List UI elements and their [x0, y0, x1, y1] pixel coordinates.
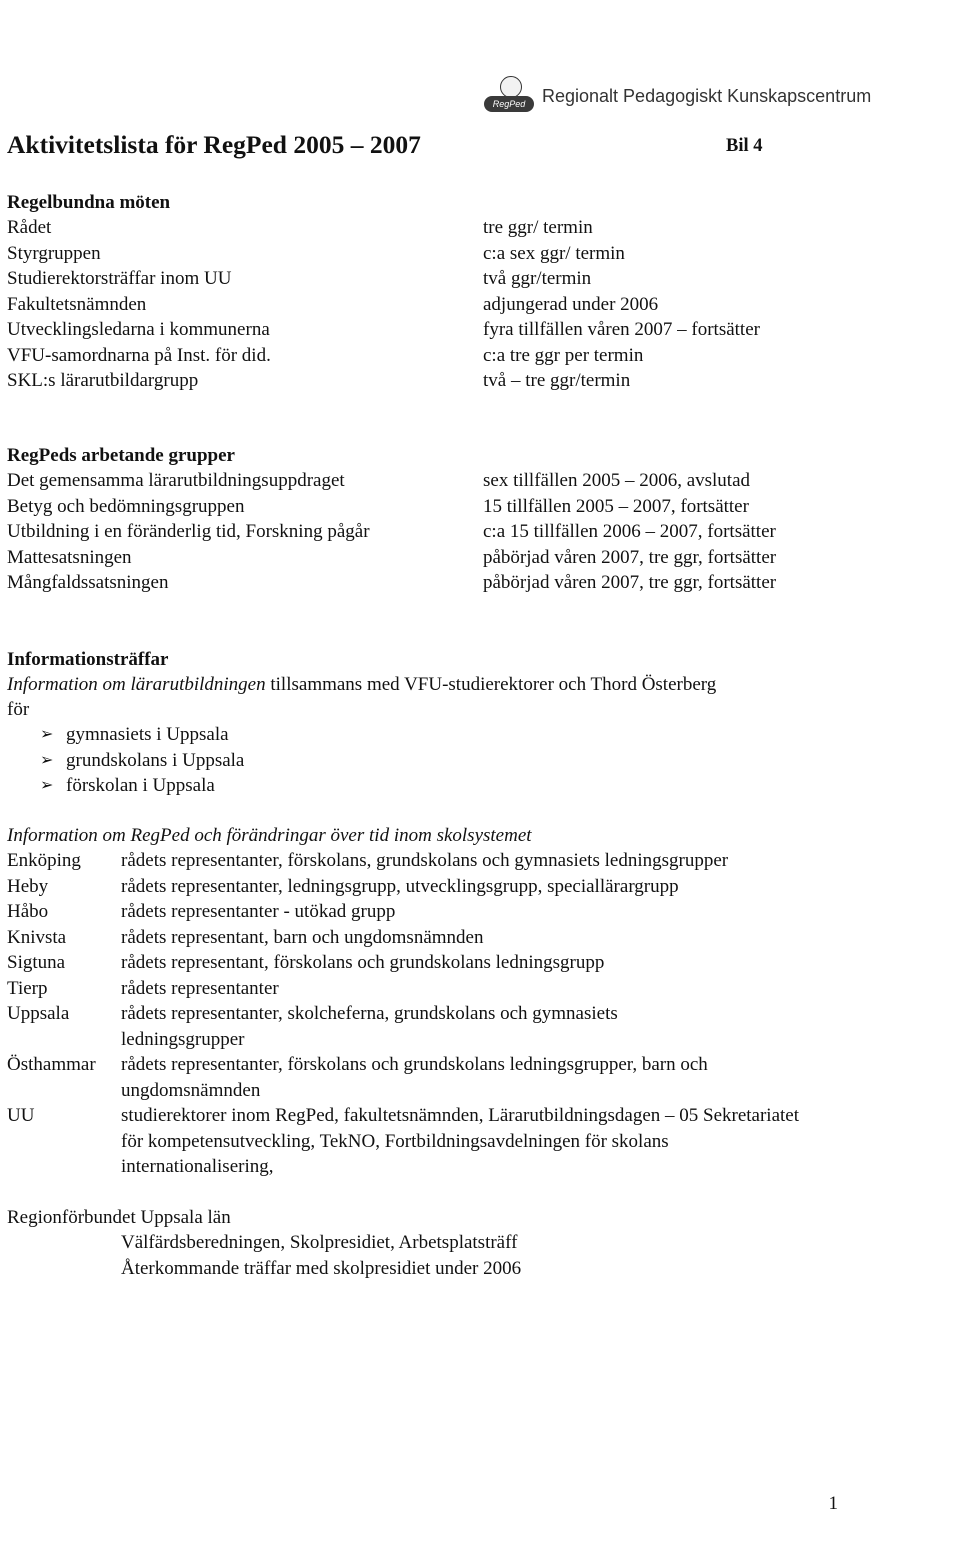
group-name: Utbildning i en föränderlig tid, Forskning pågår	[7, 521, 370, 542]
bullet-text: förskolan i Uppsala	[66, 775, 215, 796]
list-item	[7, 950, 831, 976]
meeting-name: Styrgruppen	[7, 242, 101, 264]
group-status: sex tillfällen 2005 – 2006, avslutad	[483, 470, 751, 491]
info-meetings-heading: Informationsträffar	[7, 649, 169, 670]
entry-place: UU	[7, 1105, 35, 1126]
working-groups-status	[483, 468, 776, 596]
arrow-bullet-icon: ➢	[40, 777, 54, 794]
document-title: Aktivitetslista för RegPed 2005 – 2007	[7, 130, 421, 159]
meeting-frequency: fyra tillfällen våren 2007 – fortsätter	[483, 319, 760, 340]
list-item	[7, 1052, 831, 1103]
organization-name: Regionalt Pedagogiskt Kunskapscentrum	[542, 85, 872, 106]
region-lines	[121, 1230, 521, 1281]
regular-meetings-heading: Regelbundna möten	[7, 192, 171, 213]
group-status: påbörjad våren 2007, tre ggr, fortsätter	[483, 572, 777, 593]
entry-text: rådets representanter - utökad grupp	[121, 901, 396, 922]
info-intro-tail: för	[7, 699, 30, 720]
entry-place: Knivsta	[7, 926, 67, 948]
logo-badge: RegPed	[484, 96, 534, 112]
region-heading: Regionförbundet Uppsala län	[7, 1207, 231, 1228]
meeting-name: VFU-samordnarna på Inst. för did.	[7, 344, 271, 366]
logo-face-icon	[500, 76, 522, 98]
entry-text: rådets representanter, förskolans och grundskolans ledningsgrupper, barn och ungdomsnämnden	[121, 1054, 708, 1101]
meeting-name: Studierektorsträffar inom UU	[7, 268, 232, 289]
info-bullet-list	[40, 722, 244, 799]
bullet-text: grundskolans i Uppsala	[66, 749, 245, 771]
entry-text: studierektorer inom RegPed, fakultetsnämnden, Lärarutbildningsdagen – 05 Sekretariatet för kompetensutveckling, TekNO, Fortbildningsavdelningen för skolans internationalisering,	[121, 1105, 799, 1177]
entry-text: rådets representanter, ledningsgrupp, utvecklingsgrupp, speciallärargrupp	[121, 875, 679, 897]
municipality-entries	[7, 848, 831, 1180]
list-item	[7, 899, 831, 925]
info-intro-rest: tillsammans med VFU-studierektorer och Thord Österberg	[265, 674, 717, 695]
region-line: Återkommande träffar med skolpresidiet under 2006	[121, 1257, 522, 1279]
working-groups-names	[7, 468, 370, 596]
bullet-text: gymnasiets i Uppsala	[66, 724, 229, 745]
regular-meetings-names	[7, 215, 271, 394]
entry-place: Sigtuna	[7, 952, 66, 973]
page-number: 1	[828, 1493, 838, 1514]
info-intro-italic: Information om lärarutbildningen	[7, 674, 266, 695]
meeting-frequency: tre ggr/ termin	[483, 217, 593, 238]
info-intro	[7, 672, 716, 698]
list-item	[40, 748, 244, 774]
list-item	[7, 976, 831, 1002]
list-item	[40, 722, 244, 748]
meeting-frequency: två – tre ggr/termin	[483, 370, 631, 391]
entry-text: rådets representant, förskolans och grundskolans ledningsgrupp	[121, 952, 605, 973]
group-name: Mattesatsningen	[7, 546, 132, 568]
list-item	[7, 874, 831, 900]
entry-place: Östhammar	[7, 1054, 96, 1075]
meeting-frequency: adjungerad under 2006	[483, 293, 659, 315]
group-name: Det gemensamma lärarutbildningsuppdraget	[7, 470, 345, 491]
region-line: Välfärdsberedningen, Skolpresidiet, Arbetsplatsträff	[121, 1232, 518, 1253]
entry-text: rådets representanter, skolcheferna, grundskolans och gymnasiets ledningsgrupper	[121, 1003, 618, 1050]
meeting-frequency: c:a sex ggr/ termin	[483, 242, 625, 264]
annex-label: Bil 4	[726, 136, 763, 156]
meeting-name: Utvecklingsledarna i kommunerna	[7, 319, 270, 340]
list-item	[7, 1001, 831, 1052]
meeting-name: Fakultetsnämnden	[7, 293, 147, 315]
meeting-frequency: två ggr/termin	[483, 268, 592, 289]
meeting-frequency: c:a tre ggr per termin	[483, 344, 644, 366]
entry-text: rådets representanter	[121, 977, 279, 999]
list-item	[7, 925, 831, 951]
meeting-name: Rådet	[7, 217, 52, 238]
arrow-bullet-icon: ➢	[40, 751, 54, 769]
organization-header	[484, 76, 871, 116]
meeting-name: SKL:s lärarutbildargrupp	[7, 370, 199, 391]
working-groups-heading: RegPeds arbetande grupper	[7, 445, 235, 466]
group-status: c:a 15 tillfällen 2006 – 2007, fortsätter	[483, 521, 776, 542]
entry-place: Heby	[7, 875, 49, 897]
regular-meetings-frequencies	[483, 215, 760, 394]
group-name: Betyg och bedömningsgruppen	[7, 495, 245, 517]
list-item	[7, 848, 831, 874]
list-item	[40, 773, 244, 799]
entry-text: rådets representant, barn och ungdomsnämnden	[121, 926, 484, 948]
group-status: 15 tillfällen 2005 – 2007, fortsätter	[483, 495, 749, 517]
info-section2-heading: Information om RegPed och förändringar över tid inom skolsystemet	[7, 825, 532, 846]
entry-place: Tierp	[7, 977, 48, 999]
entry-place: Uppsala	[7, 1003, 70, 1024]
regped-logo	[484, 76, 534, 116]
group-name: Mångfaldssatsningen	[7, 572, 169, 593]
arrow-bullet-icon: ➢	[40, 726, 54, 743]
group-status: påbörjad våren 2007, tre ggr, fortsätter	[483, 546, 777, 568]
entry-place: Håbo	[7, 901, 49, 922]
entry-place: Enköping	[7, 850, 81, 871]
list-item	[7, 1103, 831, 1180]
entry-text: rådets representanter, förskolans, grundskolans och gymnasiets ledningsgrupper	[121, 850, 729, 871]
